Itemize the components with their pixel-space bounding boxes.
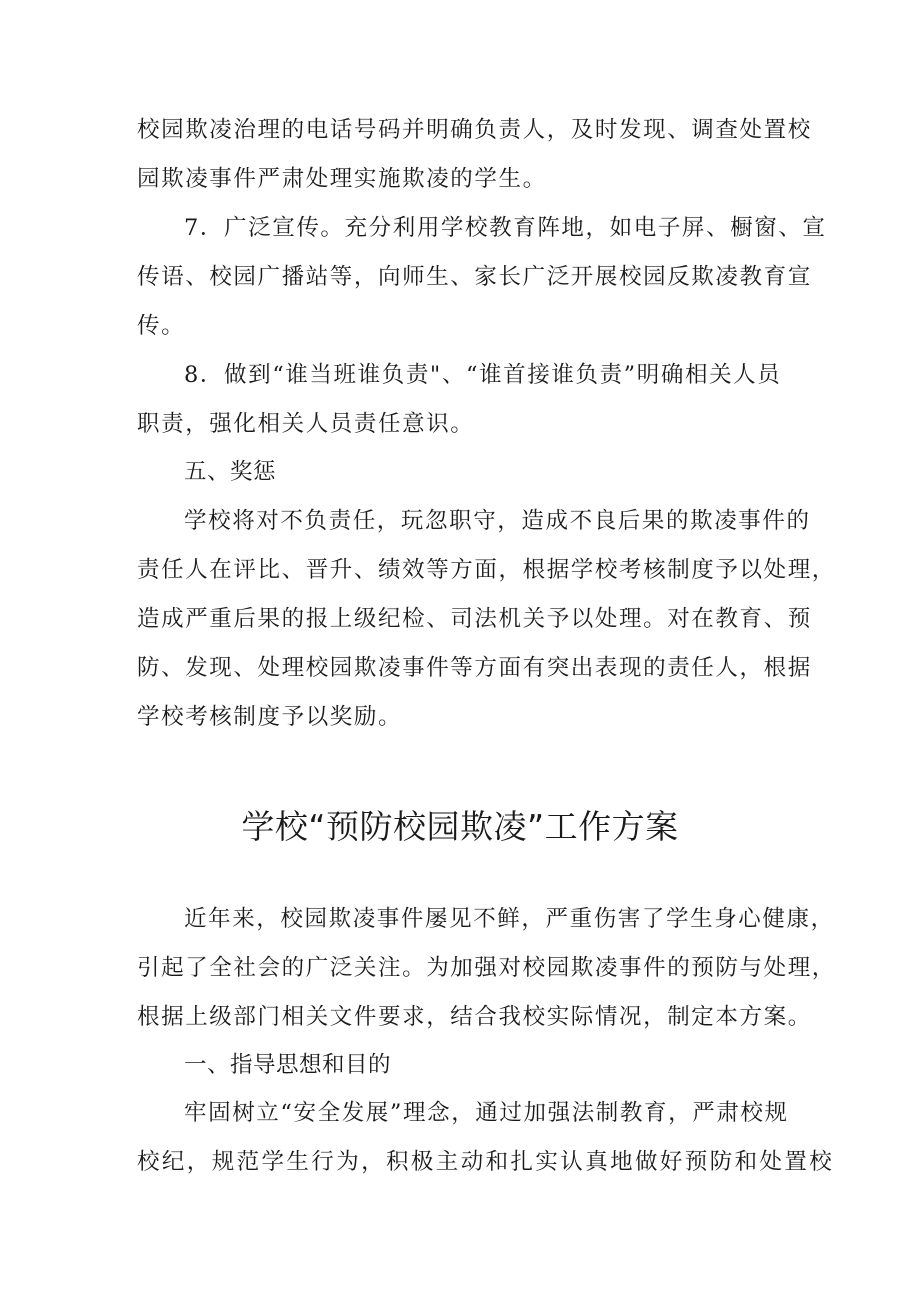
section-heading: 五、奖惩	[184, 459, 277, 485]
document-title: 学校“预防校园欺凌”工作方案	[241, 807, 679, 846]
paragraph-line: 责任人在评比、晋升、绩效等方面，根据学校考核制度予以处理，	[137, 557, 836, 583]
paragraph-line: 7．广泛宣传。充分利用学校教育阵地，如电子屏、橱窗、宣	[184, 215, 827, 241]
paragraph-line: 造成严重后果的报上级纪检、司法机关予以处理。对在教育、预	[137, 606, 812, 632]
paragraph-line: 学校考核制度予以奖励。	[137, 704, 403, 730]
paragraph-line: 校园欺凌治理的电话号码并明确负责人，及时发现、调查处置校	[137, 117, 812, 143]
paragraph-line: 职责，强化相关人员责任意识。	[137, 411, 475, 437]
paragraph-line: 传语、校园广播站等，向师生、家长广泛开展校园反欺凌教育宣	[137, 264, 812, 290]
paragraph-line: 校纪，规范学生行为，积极主动和扎实认真地做好预防和处置校	[137, 1149, 835, 1175]
paragraph-line: 引起了全社会的广泛关注。为加强对校园欺凌事件的预防与处理，	[137, 955, 836, 981]
paragraph-line: 根据上级部门相关文件要求，结合我校实际情况，制定本方案。	[137, 1004, 812, 1030]
paragraph-line: 传。	[137, 313, 186, 339]
section-heading: 一、指导思想和目的	[184, 1052, 392, 1078]
paragraph-line: 防、发现、处理校园欺凌事件等方面有突出表现的责任人，根据	[137, 655, 812, 681]
paragraph-line: 园欺凌事件严肃处理实施欺凌的学生。	[137, 166, 547, 192]
paragraph-line: 牢固树立“安全发展”理念，通过加强法制教育，严肃校规	[184, 1100, 789, 1126]
paragraph-line: 近年来，校园欺凌事件屡见不鲜，严重伤害了学生身心健康，	[184, 906, 835, 932]
paragraph-line: 8．做到“谁当班谁负责"、“谁首接谁负责”明确相关人员	[184, 362, 782, 388]
paragraph-line: 学校将对不负责任，玩忽职守，造成不良后果的欺凌事件的	[184, 508, 811, 534]
